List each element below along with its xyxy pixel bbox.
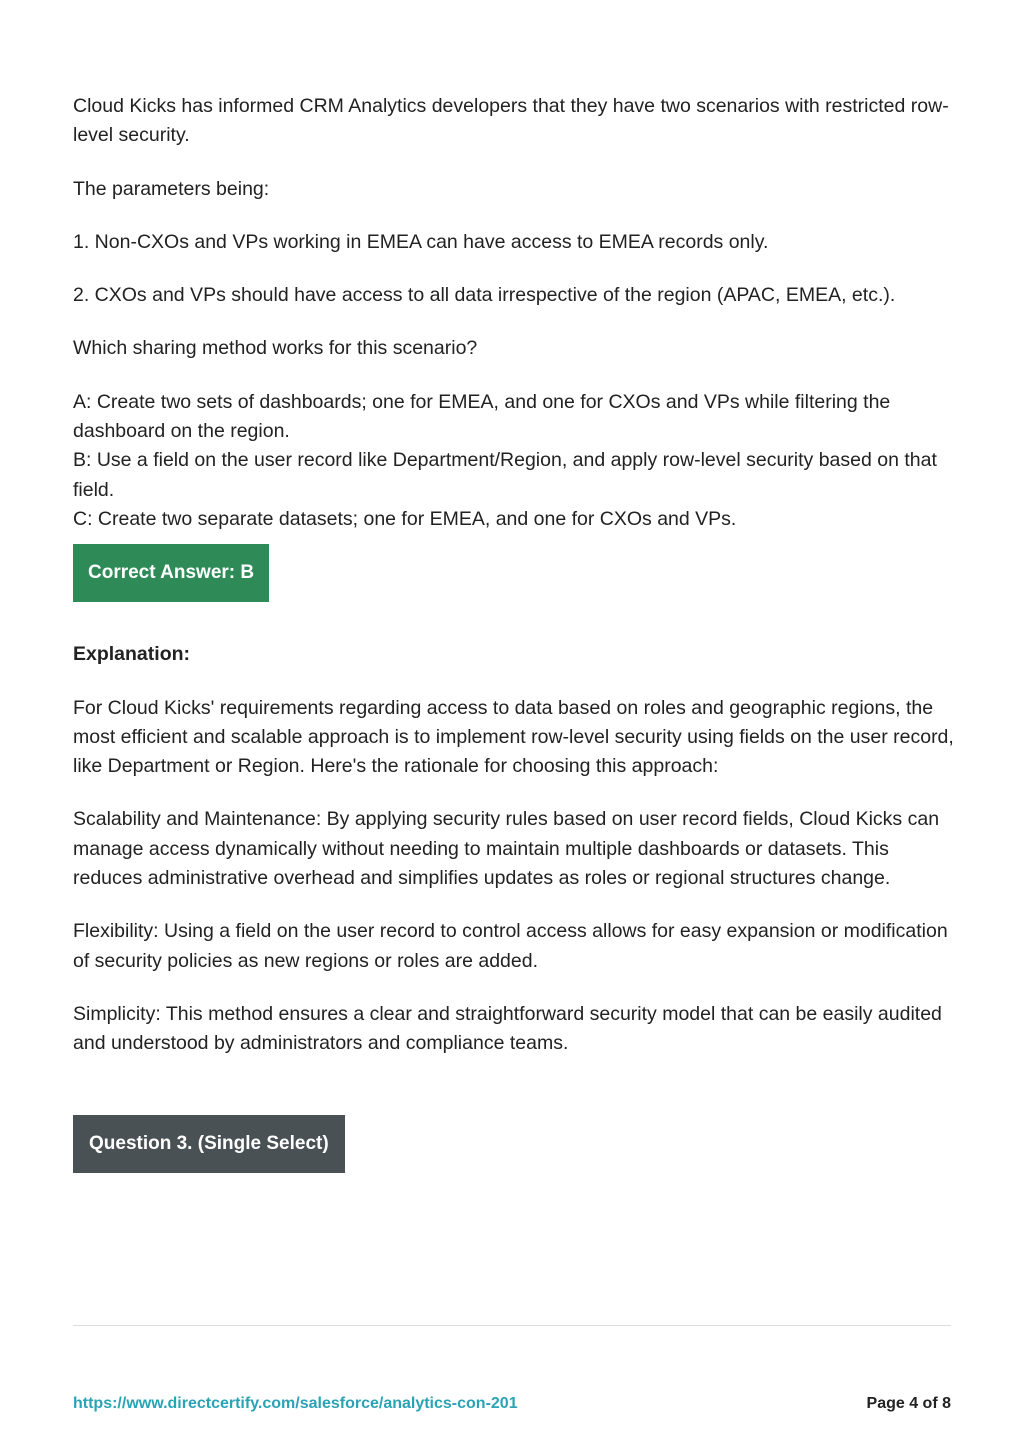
footer-divider [73,1325,951,1326]
question-intro: Cloud Kicks has informed CRM Analytics developers that they have two scenarios with restricted row-level security. [73,95,949,147]
parameter-2: 2. CXOs and VPs should have access to all data irrespective of the region (APAC, EMEA, etc.). [73,284,896,307]
explanation-paragraph: Flexibility: Using a field on the user record to control access allows for easy expansion or modification of security policies as new regions or roles are added. [73,920,948,972]
option-b: B: Use a field on the user record like Department/Region, and apply row-level security based on that field. [73,449,937,501]
parameter-1: 1. Non-CXOs and VPs working in EMEA can have access to EMEA records only. [73,230,769,253]
explanation-paragraph: Simplicity: This method ensures a clear and straightforward security model that can be easily audited and understood by administrators and compliance teams. [73,1002,942,1055]
page-number: Page 4 of 8 [866,1395,951,1412]
document-body [73,92,958,1173]
explanation-paragraph: For Cloud Kicks' requirements regarding access to data based on roles and geographic regions, the most efficient and scalable approach is to implement row-level security using fields on the user record, like Department or Region. Here's the rationale for choosing this approach: [73,696,954,778]
correct-answer-badge: Correct Answer: B [73,544,269,602]
option-a: A: Create two sets of dashboards; one for EMEA, and one for CXOs and VPs while filtering the dashboard on the region. [73,390,891,443]
footer-url-link[interactable]: https://www.directcertify.com/salesforce/analytics-con-201 [73,1395,518,1412]
next-question-badge: Question 3. (Single Select) [73,1115,345,1173]
explanation-heading: Explanation: [73,643,191,666]
option-c: C: Create two separate datasets; one for EMEA, and one for CXOs and VPs. [73,507,737,530]
parameters-heading: The parameters being: [73,177,270,200]
question-prompt: Which sharing method works for this scenario? [73,337,478,360]
explanation-paragraph: Scalability and Maintenance: By applying security rules based on user record fields, Cloud Kicks can manage access dynamically without needing to maintain multiple dashboards or datasets. This reduces administrative overhead and simplifies updates as roles or regional structures change. [73,808,940,890]
